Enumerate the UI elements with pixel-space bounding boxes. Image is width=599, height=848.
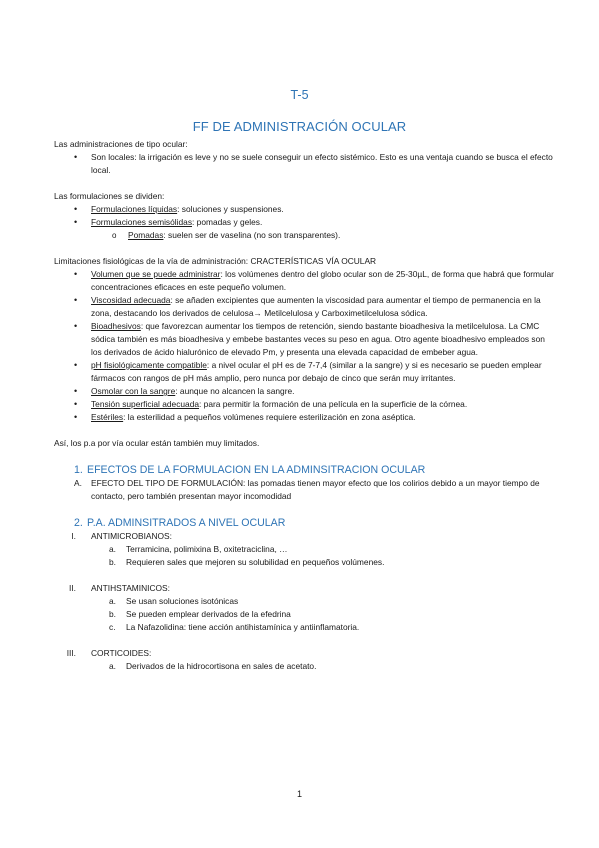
list-item xyxy=(54,203,554,216)
list-item xyxy=(54,385,554,398)
section-2-heading xyxy=(54,516,554,530)
term-text: : aunque no alcancen la sangre. xyxy=(175,386,295,396)
section-title: P.A. ADMINSITRADOS A NIVEL OCULAR xyxy=(87,517,286,529)
item-marker: c. xyxy=(109,622,116,632)
term-label: Bioadhesivos xyxy=(91,321,141,331)
term-text: : para permitir la formación de una película en la superficie de la córnea. xyxy=(199,399,468,409)
term-text: : pomadas y geles. xyxy=(192,217,263,227)
term-text: : suelen ser de vaselina (no son transparentes). xyxy=(163,230,341,240)
intro-list xyxy=(54,151,554,177)
list-item xyxy=(54,411,554,424)
intro-lead: Las administraciones de tipo ocular: xyxy=(54,139,188,149)
section-1-heading xyxy=(54,463,554,477)
group-label: ANTIHSTAMINICOS: xyxy=(91,583,170,593)
group-heading xyxy=(54,647,554,660)
term-text: : a nivel ocular el pH es de 7-7,4 (similar a la sangre) y si es necesario se pueden emplear fármacos con rangos de pH más amplio, pero nunca por debajo de cinco que serán muy irritantes. xyxy=(91,360,542,383)
page-title: FF DE ADMINISTRACIÓN OCULAR xyxy=(192,119,407,134)
limitations-lead: Limitaciones fisiológicas de la vía de administración: CRACTERÍSTICAS VÍA OCULAR xyxy=(54,256,377,266)
list-subitem xyxy=(54,229,554,242)
group-label: ANTIMICROBIANOS: xyxy=(91,531,172,541)
item-text: Terramicina, polimixina B, oxitetraciclina, … xyxy=(126,544,288,554)
term-label: Osmolar con la sangre xyxy=(91,386,176,396)
term-text: : soluciones y suspensiones. xyxy=(177,204,284,214)
item-marker: I. xyxy=(71,531,76,541)
section-number: 2. xyxy=(74,517,83,529)
term-label: Pomadas xyxy=(128,230,164,240)
list-subitem xyxy=(54,660,554,673)
term-label: pH fisiológicamente compatible xyxy=(91,360,207,370)
group-label: CORTICOIDES: xyxy=(91,648,152,658)
term-text: : los volúmenes dentro del globo ocular son de 25-30µL, de forma que habrá que formular concentraciones eficaces en este pequeño volumen. xyxy=(91,269,554,292)
section-number: 1. xyxy=(74,464,83,476)
term-text: : la esterilidad a pequeños volúmenes requiere esterilización en zona aséptica. xyxy=(123,412,416,422)
limitations-closing: Así, los p.a por vía ocular están también muy limitados. xyxy=(54,438,260,448)
formulations-lead: Las formulaciones se dividen: xyxy=(54,191,165,201)
item-text: Requieren sales que mejoren su solubilidad en pequeños volúmenes. xyxy=(126,557,385,567)
term-label: Formulaciones líquidas xyxy=(91,204,178,214)
term-label: Estériles xyxy=(91,412,124,422)
formulations-list xyxy=(54,203,554,242)
item-marker: b. xyxy=(109,609,116,619)
item-text: Se pueden emplear derivados de la efedrina xyxy=(126,609,291,619)
topic-code: T-5 xyxy=(290,88,309,102)
document-body xyxy=(54,138,554,673)
item-marker: III. xyxy=(66,648,76,658)
item-marker: b. xyxy=(109,557,116,567)
group-heading xyxy=(54,530,554,543)
term-label: Volumen que se puede administrar xyxy=(91,269,221,279)
list-item xyxy=(54,268,554,294)
limitations-list xyxy=(54,268,554,424)
list-item xyxy=(54,294,554,320)
list-item xyxy=(54,359,554,385)
list-item xyxy=(54,320,554,359)
term-text: : se añaden excipientes que aumenten la viscosidad para aumentar el tiempo de permanencia en la zona, destacando los derivados de celulosa→ Metilcelulosa y Carboximetilcelulosa sódica. xyxy=(91,295,541,318)
item-marker: A. xyxy=(74,478,82,488)
section-1-item-a xyxy=(54,477,554,503)
page-number: 1 xyxy=(296,789,302,799)
term-text: : que favorezcan aumentar los tiempos de retención, siendo bastante bioadhesiva la metilcelulosa. La CMC sódica también es más bioadhesiva y embebe bastantes veces su peso en agua. Otro agente bioadhesivo empleados son los derivados de ácido hialurónico de elevado Pm, y presenta una elevada capacidad de embeber agua. xyxy=(91,321,545,357)
section-title: EFECTOS DE LA FORMULACION EN LA ADMINSITRACION OCULAR xyxy=(87,464,426,476)
list-subitem xyxy=(54,543,554,556)
term-label: EFECTO DEL TIPO DE FORMULACIÓN xyxy=(91,478,244,488)
list-subitem xyxy=(54,621,554,634)
intro-bullet: • Son locales: la irrigación es leve y no se suele conseguir un efecto sistémico. Esto es una ventaja cuando se busca el efecto local. xyxy=(54,151,554,177)
item-marker: a. xyxy=(109,596,116,606)
item-text: Derivados de la hidrocortisona en sales de acetato. xyxy=(126,661,317,671)
item-marker: II. xyxy=(69,583,76,593)
term-text: : las pomadas tienen mayor efecto que los colirios debido a un mayor tiempo de contacto, pero también presentan mayor incomodidad xyxy=(91,478,540,501)
list-subitem xyxy=(54,556,554,569)
group-heading xyxy=(54,582,554,595)
list-subitem xyxy=(54,595,554,608)
item-marker: a. xyxy=(109,661,116,671)
term-label: Tensión superficial adecuada xyxy=(91,399,200,409)
item-marker: a. xyxy=(109,544,116,554)
term-label: Viscosidad adecuada xyxy=(91,295,171,305)
list-item xyxy=(54,398,554,411)
list-subitem xyxy=(54,608,554,621)
list-item xyxy=(54,216,554,229)
item-text: La Nafazolidina: tiene acción antihistamínica y antiinflamatoria. xyxy=(126,622,360,632)
item-text: Se usan soluciones isotónicas xyxy=(126,596,239,606)
term-label: Formulaciones semisólidas xyxy=(91,217,193,227)
